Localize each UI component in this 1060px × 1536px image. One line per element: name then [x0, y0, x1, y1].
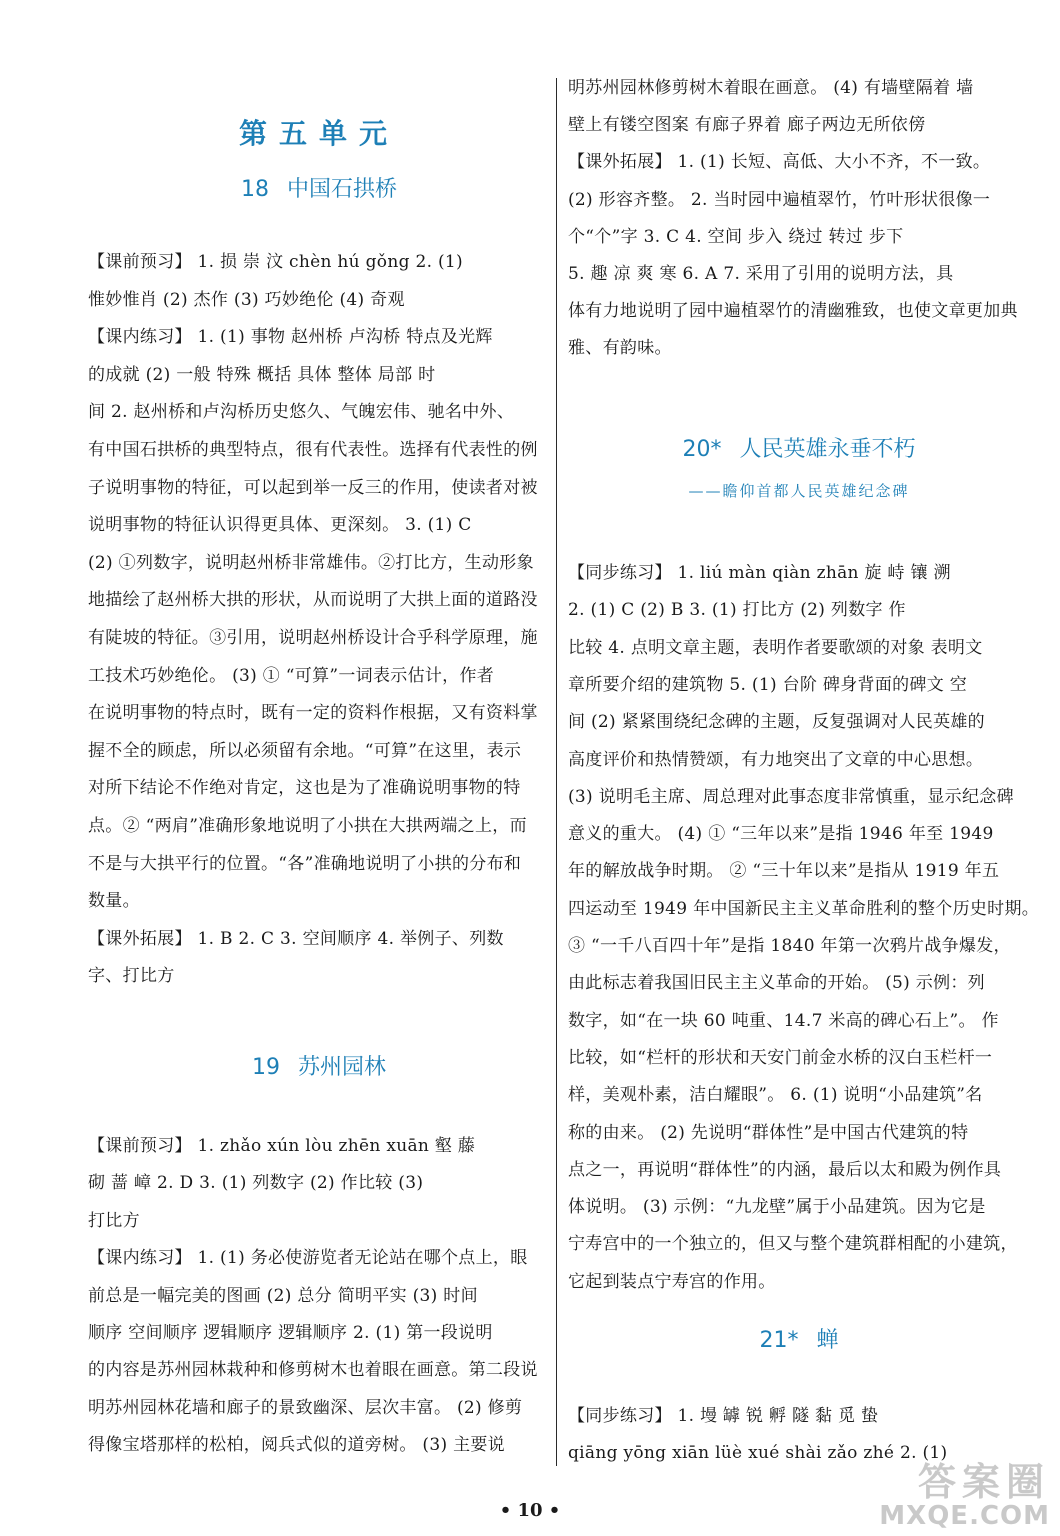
lesson-21-title [568, 1323, 1030, 1354]
answer-line: 【课外拓展】 1. (1) 长短、高低、大小不齐，不一致。 [568, 152, 991, 173]
watermark-logo [879, 1462, 1050, 1530]
answer-line: (3) 说明毛主席、周总理对此事态度非常慎重，显示纪念碑 [568, 786, 1014, 807]
page-number: • 10 • [499, 1500, 561, 1521]
answer-line: 间 (2) 紧紧围绕纪念碑的主题，反复强调对人民英雄的 [568, 712, 985, 733]
lesson-18-name: 中国石拱桥 [286, 177, 397, 202]
answer-line: 顺序 空间顺序 逻辑顺序 逻辑顺序 2. (1) 第一段说明 [88, 1323, 493, 1343]
answer-line: 年的解放战争时期。 ② “三十年以来”是指从 1919 年五 [568, 861, 1000, 882]
answer-line: 不是与大拱平行的位置。“各”准确地说明了小拱的分布和 [88, 853, 522, 874]
answer-line: 【课内练习】 1. (1) 事物 赵州桥 卢沟桥 特点及光辉 [88, 327, 493, 348]
answer-line: 点之一，再说明“群体性”的内涵，最后以太和殿为例作具 [568, 1159, 1002, 1180]
answer-line: 得像宝塔那样的松柏，阅兵式似的道旁树。 (3) 主要说 [88, 1435, 505, 1456]
answer-line: 5. 趣 凉 爽 寒 6. A 7. 采用了引用的说明方法，具 [568, 264, 954, 284]
answer-line: 的成就 (2) 一般 特殊 概括 具体 整体 局部 时 [88, 364, 436, 385]
answer-line: 字、打比方 [88, 966, 175, 987]
answer-line: 间 2. 赵州桥和卢沟桥历史悠久、气魄宏伟、驰名中外、 [88, 402, 515, 423]
lesson-19-name: 苏州园林 [297, 1055, 386, 1080]
answer-line: 【同步练习】 1. 墁 罅 锐 孵 隧 黏 觅 蛰 [568, 1406, 879, 1426]
answer-line: 前总是一幅完美的图画 (2) 总分 简明平实 (3) 时间 [88, 1285, 478, 1306]
answer-line: 体有力地说明了园中遍植翠竹的清幽雅致，也使文章更加典 [568, 301, 1018, 322]
answer-line: 握不全的顾虑，所以必须留有余地。“可算”在这里，表示 [88, 740, 522, 761]
answer-line: 数字，如“在一块 60 吨重、14.7 米高的碑心石上”。 作 [568, 1010, 999, 1031]
answer-line: 明苏州园林修剪树木着眼在画意。 (4) 有墙壁隔着 墙 [568, 78, 974, 98]
lesson-18-title [88, 172, 550, 203]
answer-line: 惟妙惟肖 (2) 杰作 (3) 巧妙绝伦 (4) 奇观 [88, 289, 405, 310]
answer-line: 工技术巧妙绝伦。 (3) ① “可算”一词表示估计，作者 [88, 665, 495, 686]
answer-line: 有中国石拱桥的典型特点，很有代表性。选择有代表性的例 [88, 440, 538, 460]
answer-line: 说明事物的特征认识得更具体、更深刻。 3. (1) C [88, 515, 472, 536]
unit-title: 第五单元 [238, 117, 399, 150]
lesson-19-number: 19 [251, 1055, 280, 1080]
answer-line: 有陡坡的特征。③引用，说明赵州桥设计合乎科学原理，施 [88, 628, 538, 648]
answer-line: 章所要介绍的建筑物 5. (1) 台阶 碑身背面的碑文 空 [568, 674, 968, 695]
answer-line: 点。② “两肩”准确形象地说明了小拱在大拱两端之上，而 [88, 816, 527, 836]
lesson-20-name: 人民英雄永垂不朽 [739, 437, 916, 462]
answer-line: 地描绘了赵州桥大拱的形状，从而说明了大拱上面的道路没 [88, 590, 538, 611]
column-divider [556, 78, 557, 1466]
lesson-19-title [88, 1050, 550, 1081]
answer-line: 比较，如“栏杆的形状和天安门前金水桥的汉白玉栏杆一 [568, 1047, 993, 1068]
answer-line: 【课外拓展】 1. B 2. C 3. 空间顺序 4. 举例子、列数 [88, 928, 504, 949]
answer-line: 意义的重大。 (4) ① “三年以来”是指 1946 年至 1949 [568, 824, 994, 845]
answer-line: 个“个”字 3. C 4. 空间 步入 绕过 转过 步下 [568, 226, 904, 247]
lesson-20-title [568, 432, 1030, 463]
answer-line: 四运动至 1949 年中国新民主主义革命胜利的整个历史时期。 [568, 898, 1040, 919]
answer-line: qiāng yōng xiān lüè xué shài zǎo zhé 2. (1) [568, 1443, 948, 1463]
answer-line: 【同步练习】 1. liú màn qiàn zhān 旋 峙 镶 溯 [568, 563, 951, 583]
answer-line: 高度评价和热情赞颂，有力地突出了文章的中心思想。 [568, 749, 984, 770]
answer-line: 由此标志着我国旧民主主义革命的开始。 (5) 示例：列 [568, 973, 985, 994]
watermark-url: MXQE.COM [879, 1501, 1050, 1531]
watermark-text: 答案圈 [917, 1460, 1050, 1504]
answer-line: 在说明事物的特点时，既有一定的资料作根据，又有资料掌 [88, 703, 538, 724]
lesson-20-number: 20* [682, 437, 722, 462]
answer-line: ③ “一千八百四十年”是指 1840 年第一次鸦片战争爆发， [568, 936, 1011, 956]
answer-line: 称的由来。 (2) 先说明“群体性”是中国古代建筑的特 [568, 1122, 969, 1143]
answer-line: 样，美观朴素，洁白耀眼”。 6. (1) 说明“小品建筑”名 [568, 1085, 983, 1106]
answer-line: 【课前预习】 1. 损 崇 汶 chèn hú gǒng 2. (1) [88, 252, 463, 272]
answer-line: 壁上有镂空图案 有廊子界着 廊子两边无所依傍 [568, 115, 926, 136]
answer-line: 子说明事物的特征，可以起到举一反三的作用，使读者对被 [88, 477, 538, 498]
answer-line: 数量。 [88, 891, 140, 912]
answer-line: 对所下结论不作绝对肯定，这也是为了准确说明事物的特 [88, 778, 521, 799]
answer-line: 2. (1) C (2) B 3. (1) 打比方 (2) 列数字 作 [568, 600, 906, 621]
answer-line: 【课内练习】 1. (1) 务必使游览者无论站在哪个点上，眼 [88, 1248, 528, 1269]
answer-line: 宁寿宫中的一个独立的，但又与整个建筑群相配的小建筑， [568, 1234, 1018, 1255]
answer-line: 比较 4. 点明文章主题，表明作者要歌颂的对象 表明文 [568, 637, 983, 658]
answer-line: 明苏州园林花墙和廊子的景致幽深、层次丰富。 (2) 修剪 [88, 1397, 523, 1418]
answer-line: 的内容是苏州园林栽种和修剪树木也着眼在画意。第二段说 [88, 1360, 538, 1381]
answer-line: 它起到装点宁寿宫的作用。 [568, 1271, 776, 1292]
answer-line: 雅、有韵味。 [568, 338, 672, 359]
lesson-18-number: 18 [240, 177, 269, 202]
lesson-21-name: 蝉 [816, 1328, 839, 1353]
lesson-20-subtitle: ——瞻仰首都人民英雄纪念碑 [688, 482, 910, 500]
answer-line: 打比方 [88, 1210, 140, 1231]
lesson-21-number: 21* [759, 1328, 799, 1353]
answer-line: (2) ①列数字，说明赵州桥非常雄伟。②打比方，生动形象 [88, 552, 534, 573]
answer-line: 砌 蔷 嶂 2. D 3. (1) 列数字 (2) 作比较 (3) [88, 1173, 424, 1194]
answer-line: 【课前预习】 1. zhǎo xún lòu zhēn xuān 壑 藤 [88, 1136, 476, 1156]
answer-line: (2) 形容齐整。 2. 当时园中遍植翠竹，竹叶形状很像一 [568, 189, 991, 210]
answer-line: 体说明。 (3) 示例：“九龙壁”属于小品建筑。因为它是 [568, 1197, 986, 1218]
